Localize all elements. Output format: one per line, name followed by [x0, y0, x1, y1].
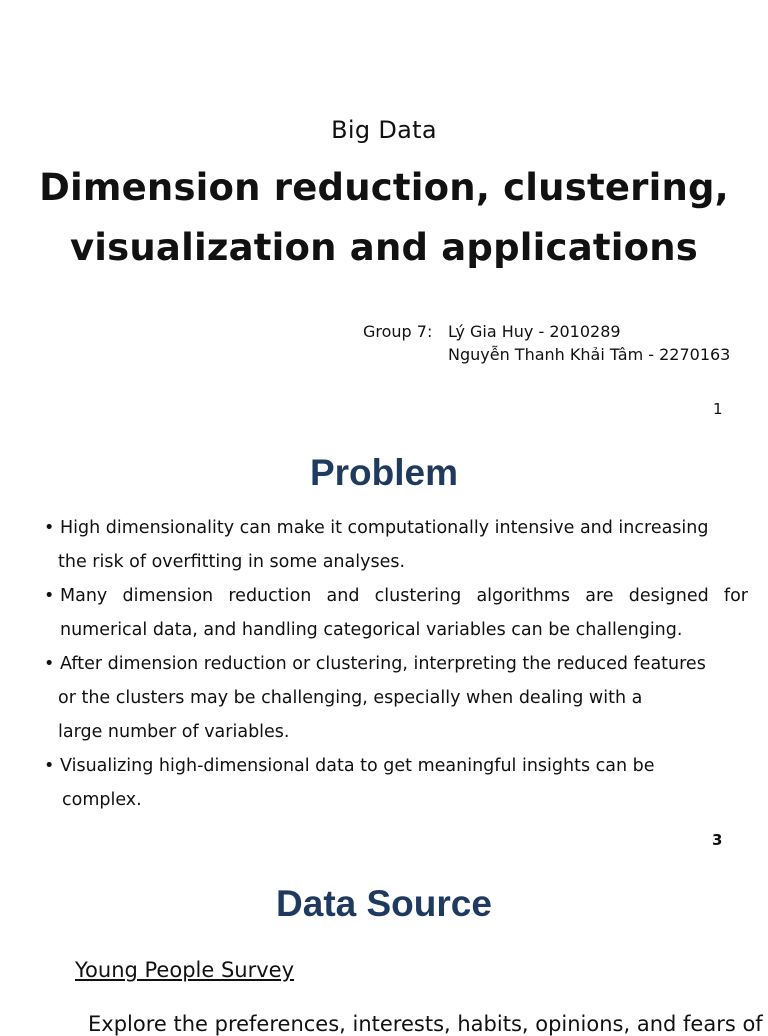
bullet-dot: • [44, 756, 55, 776]
bullet-item-4 [44, 749, 748, 783]
group-member-1: Lý Gia Huy - 2010289 [448, 322, 621, 341]
bullet-dot: • [44, 586, 55, 606]
bullet-dot: • [44, 518, 55, 538]
bullet-item-1 [44, 511, 748, 545]
problem-heading: Problem [309, 452, 459, 493]
bullet-continuation: large number of variables. [58, 722, 290, 742]
bullet-dot: • [44, 654, 55, 674]
group-member-2: Nguyễn Thanh Khải Tâm - 2270163 [448, 345, 731, 364]
bullet-line: High dimensionality can make it computationally intensive and increasing [60, 518, 709, 538]
bullet-line: Visualizing high-dimensional data to get meaningful insights can be [60, 756, 655, 776]
presentation-title-line-2: visualization and applications [69, 226, 699, 269]
bullet-continuation: complex. [62, 790, 142, 810]
bullet-line: After dimension reduction or clustering, interpreting the reduced features [60, 654, 706, 674]
bullet-continuation: or the clusters may be challenging, especially when dealing with a [58, 688, 643, 708]
dataset-subheading: Young People Survey [75, 958, 295, 982]
group-label: Group 7: [363, 322, 433, 341]
page-number-3: 3 [712, 831, 723, 849]
presentation-title-line-1: Dimension reduction, clustering, [39, 166, 729, 209]
problem-bullet-list [44, 511, 748, 817]
page-number-1: 1 [713, 400, 723, 418]
bullet-continuation: numerical data, and handling categorical variables can be challenging. [60, 620, 683, 640]
bullet-item-3 [44, 647, 748, 681]
bullet-line: Many dimension reduction and clustering algorithms are designed for [60, 586, 748, 606]
data-source-heading: Data Source [276, 883, 492, 924]
dataset-description-partial: Explore the preferences, interests, habits, opinions, and fears of [88, 1012, 763, 1036]
course-subject: Big Data [331, 116, 437, 144]
bullet-continuation: the risk of overfitting in some analyses. [58, 552, 406, 572]
bullet-item-2 [44, 579, 748, 613]
